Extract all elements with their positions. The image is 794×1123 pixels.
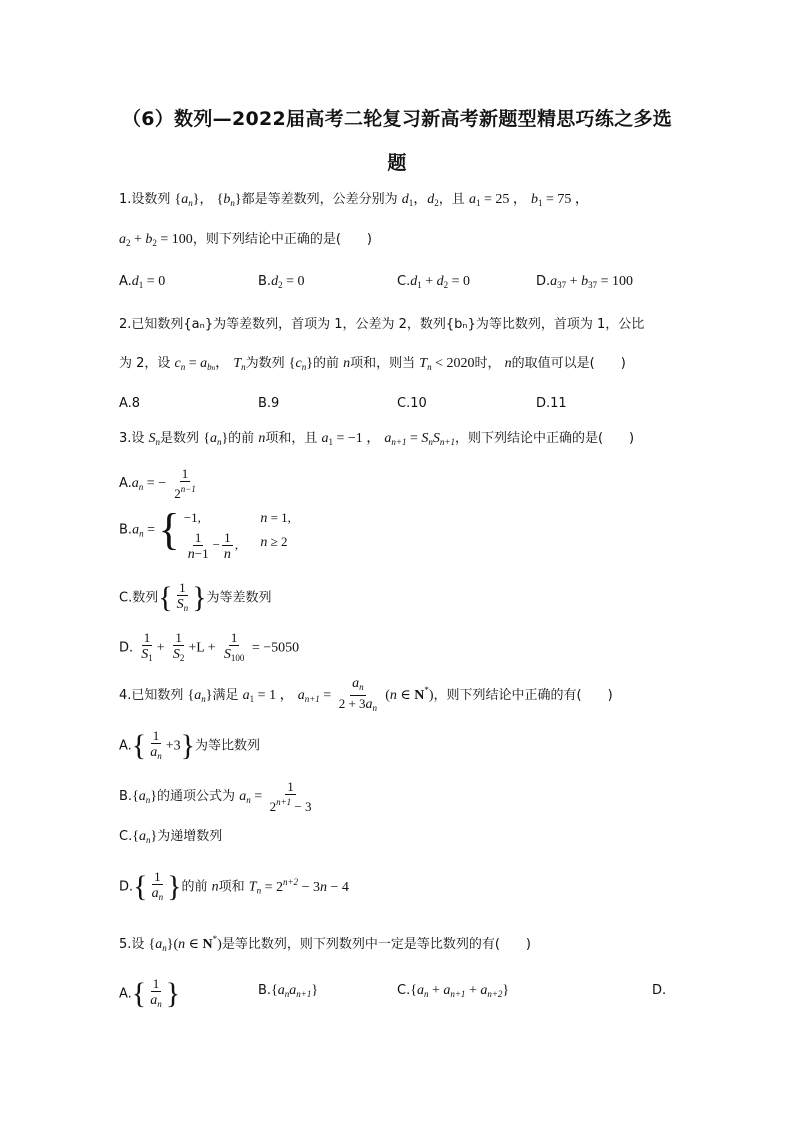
question-2-option-a: A.8 [119,396,141,411]
question-1-option-c: $C.d_1 + d_2 = 0$ [397,274,471,290]
question-1-stem-cont: $a_2 + b_2 = 100$，则下列结论中正确的是( ) [119,232,372,248]
question-5-option-d: D. [652,983,667,998]
question-5-option-a: A.{ $\frac{1}{a_n}$ } [119,976,181,1010]
question-2-option-b: B.9 [258,396,280,411]
question-4-option-c: $C.\{a_n\}$为递增数列 [119,829,223,845]
question-5-option-b: $B.\{a_na_{n+1}\}$ [258,983,319,999]
question-5-option-c: $C.\{a_n + a_{n+1} + a_{n+2}\}$ [397,983,510,999]
question-3-option-b: $B.a_n$ = { −1, $\frac{1}{n-1}$ − $\frac{1}{n}$ , n = 1, n ≥ 2 [119,505,291,562]
question-3-option-a: $A.a_n$ = − $\frac{1}{2^{n-1}}$ [119,466,196,501]
question-2-stem: 2.已知数列{aₙ}为等差数列，首项为 1，公差为 2，数列{bₙ}为等比数列，首项为 1，公比 [119,317,645,332]
question-2-option-c: C.10 [397,396,427,411]
question-3-option-c: C.数列{ $\frac{1}{S_n}$ }为等差数列 [119,580,272,614]
question-2-stem-cont: 为 2，设 $c_n = a_{bn}$， $T_n$为数列 $\{c_n\}$的前 n项和，则当 $T_n < 2020$时， n的取值可以是( ) [119,356,626,372]
question-4-option-a: A.{ $\frac{1}{a_n}$ +3}为等比数列 [119,728,261,762]
question-1-stem: 1.设数列 $\{a_n\}$， $\{b_n\}$都是等差数列，公差分别为 $d_1$，$d_2$，且 $a_1 = 25$ ， $b_1 = 75$ ， [119,192,589,208]
question-3-stem: 3.设 $S_n$是数列 $\{a_n\}$的前 n项和，且 $a_1 = -1$ ， $a_{n+1} = S_nS_{n+1}$，则下列结论中正确的是( ) [119,431,635,447]
question-4-option-b: $B.\{a_n\}$的通项公式为 $a_n$ = $\frac{1}{2^{n+1} - 3}$ [119,779,312,814]
document-title-line1: （6）数列—2022届高考二轮复习新高考新题型精思巧练之多选 [121,108,673,130]
question-1-option-d: $D.a_{37} + b_{37} = 100$ [536,274,633,290]
question-2-option-d: D.11 [536,396,567,411]
question-4-stem: 4.已知数列 $\{a_n\}$满足 $a_1 = 1$ ， $a_{n+1}$ = $\frac{a_n}{2 + 3a_n}$ (n ∈ N*)，则下列结论中正确的有( ) [119,676,613,713]
question-3-option-d: D. $\frac{1}{S_1}$ + $\frac{1}{S_2}$ +L + $\frac{1}{S_{100}}$ = −5050 [119,630,300,663]
question-1-option-b: $B.d_2 = 0$ [258,274,305,290]
document-title-line2: 题 [387,152,407,174]
question-4-option-d: D.{ $\frac{1}{a_n}$ }的前 n项和 $T_n = 2^{n+2} - 3n - 4$ [119,869,349,903]
question-5-stem: 5.设 $\{a_n\}(n$ ∈ N*)是等比数列，则下列数列中一定是等比数列的有( ) [119,934,531,953]
question-1-option-a: $A.d_1 = 0$ [119,274,166,290]
